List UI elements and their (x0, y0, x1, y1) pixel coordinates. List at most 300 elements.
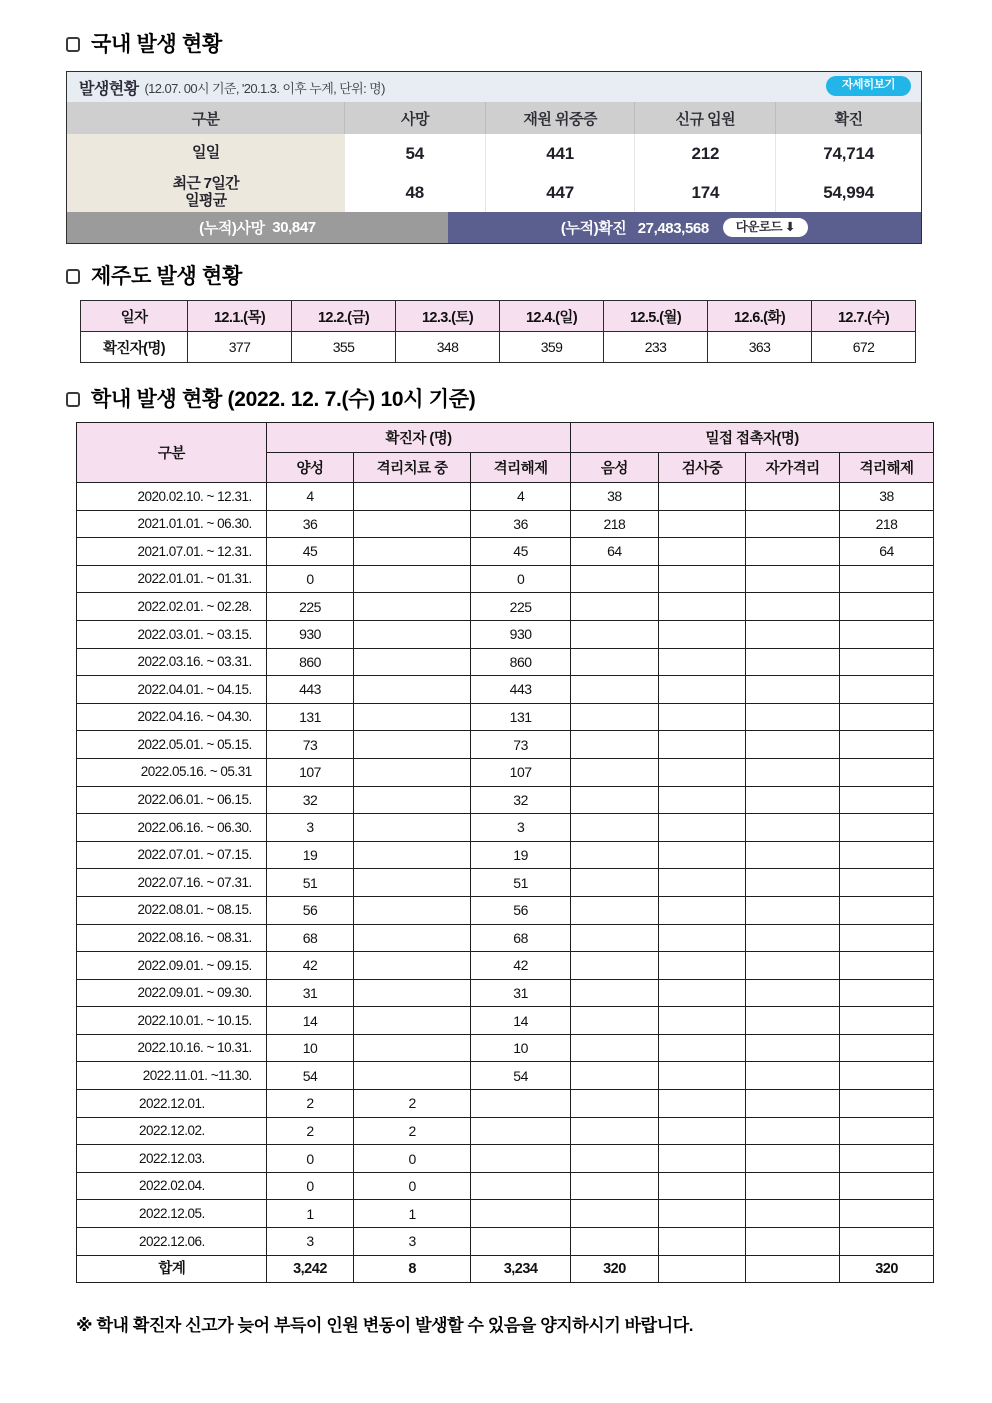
cell-testing (658, 758, 746, 786)
cell-released: 3 (471, 814, 571, 842)
section-heading-campus-label: 학내 발생 현황 (2022. 12. 7.(수) 10시 기준) (91, 388, 476, 411)
cell-testing (658, 1090, 746, 1118)
cell-released: 36 (471, 510, 571, 538)
cell-negative (571, 814, 659, 842)
column-header-period: 구분 (77, 423, 267, 483)
column-header-self-isolation: 자가격리 (746, 453, 840, 483)
cell-period: 2022.12.03. (77, 1145, 267, 1173)
cell-released (471, 1117, 571, 1145)
cell-self-isolation (746, 896, 840, 924)
cell-in-treatment (354, 758, 471, 786)
cell-negative (571, 1145, 659, 1173)
cell-contact-released (840, 952, 934, 980)
cell-positive: 107 (266, 758, 354, 786)
cell-contact-released: 38 (840, 483, 934, 511)
cell-contact-released (840, 896, 934, 924)
cell-released (471, 1228, 571, 1256)
table-row (77, 731, 934, 759)
section-heading-jeju (66, 266, 936, 287)
cell-positive: 131 (266, 703, 354, 731)
cell-positive: 68 (266, 924, 354, 952)
cell-positive: 51 (266, 869, 354, 897)
cumulative-cases-band (448, 212, 921, 243)
cell-self-isolation (746, 758, 840, 786)
cell-positive: 42 (266, 952, 354, 980)
cell-negative (571, 1090, 659, 1118)
cell-total-label: 합계 (77, 1255, 267, 1283)
column-header-dec-2: 12.2.(금) (292, 301, 396, 332)
cell-in-treatment (354, 620, 471, 648)
cell-period: 2022.05.16. ~ 05.31 (77, 758, 267, 786)
cell-negative (571, 703, 659, 731)
cell-period: 2022.12.06. (77, 1228, 267, 1256)
cell-self-isolation (746, 483, 840, 511)
cell-testing (658, 676, 746, 704)
cell-testing (658, 648, 746, 676)
cell-period: 2021.01.01. ~ 06.30. (77, 510, 267, 538)
cell-in-treatment (354, 979, 471, 1007)
table-row (77, 538, 934, 566)
cell-positive: 0 (266, 565, 354, 593)
cell-in-treatment: 3 (354, 1228, 471, 1256)
cell-testing (658, 703, 746, 731)
cell-period: 2022.06.16. ~ 06.30. (77, 814, 267, 842)
column-header-confirmed: 확진 (776, 102, 921, 134)
cell-contact-released (840, 1145, 934, 1173)
cumulative-deaths-value: 30,847 (272, 219, 316, 236)
cell-released: 56 (471, 896, 571, 924)
cell-negative (571, 1117, 659, 1145)
cell-contact-released (840, 1062, 934, 1090)
cell-contact-released (840, 1117, 934, 1145)
cell-in-treatment (354, 703, 471, 731)
cell-self-isolation (746, 593, 840, 621)
empty-checkbox-icon (66, 37, 80, 52)
table-row (77, 620, 934, 648)
cell-negative (571, 1200, 659, 1228)
cell-positive: 2 (266, 1117, 354, 1145)
cell-self-isolation (746, 1007, 840, 1035)
cell-contact-released (840, 648, 934, 676)
column-header-negative: 음성 (571, 453, 659, 483)
cell-testing (658, 1062, 746, 1090)
cell-testing (658, 593, 746, 621)
cell-negative (571, 676, 659, 704)
row-label-line1: 최근 7일간 (172, 174, 239, 192)
cell-testing (658, 510, 746, 538)
cell-in-treatment (354, 731, 471, 759)
cell-negative (571, 924, 659, 952)
cell-daily-confirmed: 74,714 (776, 134, 921, 173)
cell-self-isolation (746, 731, 840, 759)
cumulative-cases-value: 27,483,568 (637, 220, 709, 237)
column-header-dec-5: 12.5.(월) (604, 301, 708, 332)
cell-positive: 0 (266, 1172, 354, 1200)
cell-positive: 3 (266, 814, 354, 842)
cell-negative (571, 952, 659, 980)
cell-self-isolation (746, 1228, 840, 1256)
column-header-contact-released: 격리해제 (840, 453, 934, 483)
cell-testing (658, 1145, 746, 1173)
cell-in-treatment (354, 648, 471, 676)
cell-contact-released (840, 1007, 934, 1035)
cell-self-isolation (746, 924, 840, 952)
table-row (77, 869, 934, 897)
cell-in-treatment (354, 1034, 471, 1062)
cell-weekly-admissions: 174 (635, 173, 776, 212)
table-header-row (81, 301, 916, 332)
cell-testing (658, 786, 746, 814)
cell-contact-released (840, 1034, 934, 1062)
cell-positive: 14 (266, 1007, 354, 1035)
cell-jeju-dec-1: 377 (188, 332, 292, 363)
cell-released: 14 (471, 1007, 571, 1035)
cell-positive: 36 (266, 510, 354, 538)
cell-positive: 1 (266, 1200, 354, 1228)
row-label-daily: 일일 (67, 134, 345, 173)
column-header-dec-3: 12.3.(토) (396, 301, 500, 332)
cell-released (471, 1090, 571, 1118)
cell-in-treatment: 2 (354, 1117, 471, 1145)
cell-jeju-dec-6: 363 (708, 332, 812, 363)
cell-contact-released (840, 620, 934, 648)
cell-positive: 10 (266, 1034, 354, 1062)
table-row (67, 173, 921, 212)
cell-released: 10 (471, 1034, 571, 1062)
national-card-banner (67, 72, 921, 102)
cell-contact-released: 218 (840, 510, 934, 538)
cell-released: 31 (471, 979, 571, 1007)
cell-self-isolation (746, 1090, 840, 1118)
table-row (77, 676, 934, 704)
cell-testing (658, 979, 746, 1007)
cell-contact-released (840, 593, 934, 621)
cell-period: 2022.09.01. ~ 09.15. (77, 952, 267, 980)
cell-testing (658, 538, 746, 566)
cell-testing (658, 1007, 746, 1035)
cell-testing (658, 620, 746, 648)
cell-positive: 2 (266, 1090, 354, 1118)
cell-self-isolation (746, 676, 840, 704)
cell-negative (571, 620, 659, 648)
total-cell-self-isolation (746, 1255, 840, 1283)
row-label-weekly-average (67, 173, 345, 212)
cell-released: 0 (471, 565, 571, 593)
column-header-category: 구분 (67, 102, 345, 134)
cell-released: 32 (471, 786, 571, 814)
cell-positive: 73 (266, 731, 354, 759)
cell-negative (571, 786, 659, 814)
national-card-banner-subtitle: (12.07. 00시 기준, '20.1.3. 이후 누계, 단위: 명) (144, 80, 385, 96)
cell-positive: 31 (266, 979, 354, 1007)
cell-contact-released (840, 703, 934, 731)
cell-self-isolation (746, 1172, 840, 1200)
cell-period: 2022.03.16. ~ 03.31. (77, 648, 267, 676)
detail-view-button[interactable]: 자세히보기 (826, 76, 911, 96)
cell-positive: 0 (266, 1145, 354, 1173)
cell-in-treatment (354, 841, 471, 869)
cell-positive: 225 (266, 593, 354, 621)
cumulative-cases-label: (누적)확진 (560, 220, 627, 237)
download-button[interactable]: 다운로드 ⬇ (723, 218, 808, 237)
cell-negative (571, 869, 659, 897)
total-cell-contact-released: 320 (840, 1255, 934, 1283)
column-header-deaths: 사망 (345, 102, 486, 134)
cell-contact-released (840, 786, 934, 814)
cell-self-isolation (746, 620, 840, 648)
cell-jeju-dec-5: 233 (604, 332, 708, 363)
row-label-confirmed-count: 확진자(명) (81, 332, 188, 363)
section-heading-national-label: 국내 발생 현황 (91, 33, 222, 56)
table-row (77, 924, 934, 952)
total-cell-testing (658, 1255, 746, 1283)
cell-period: 2022.01.01. ~ 01.31. (77, 565, 267, 593)
cell-in-treatment: 0 (354, 1172, 471, 1200)
empty-checkbox-icon (66, 392, 80, 407)
cell-released: 54 (471, 1062, 571, 1090)
table-row (77, 1007, 934, 1035)
cell-contact-released (840, 1228, 934, 1256)
cell-contact-released (840, 814, 934, 842)
cell-in-treatment (354, 483, 471, 511)
cell-in-treatment (354, 896, 471, 924)
cell-in-treatment: 0 (354, 1145, 471, 1173)
total-cell-in-treatment: 8 (354, 1255, 471, 1283)
cell-self-isolation (746, 979, 840, 1007)
cell-released (471, 1145, 571, 1173)
column-group-header-confirmed: 확진자 (명) (266, 423, 570, 453)
cell-testing (658, 565, 746, 593)
table-row (77, 1228, 934, 1256)
cell-testing (658, 483, 746, 511)
cell-in-treatment (354, 565, 471, 593)
cell-negative (571, 1034, 659, 1062)
cell-weekly-deaths: 48 (345, 173, 486, 212)
cell-contact-released (840, 731, 934, 759)
cell-negative (571, 1062, 659, 1090)
cell-positive: 32 (266, 786, 354, 814)
jeju-status-table (80, 300, 916, 363)
cell-period: 2022.08.01. ~ 08.15. (77, 896, 267, 924)
cell-positive: 45 (266, 538, 354, 566)
cell-released (471, 1172, 571, 1200)
table-row (67, 134, 921, 173)
cell-self-isolation (746, 786, 840, 814)
cell-period: 2022.04.01. ~ 04.15. (77, 676, 267, 704)
cell-period: 2022.05.01. ~ 05.15. (77, 731, 267, 759)
cell-testing (658, 1228, 746, 1256)
table-row (77, 1200, 934, 1228)
table-header-group-row (77, 423, 934, 453)
national-status-card (66, 71, 922, 244)
cell-in-treatment (354, 510, 471, 538)
cell-released: 19 (471, 841, 571, 869)
cell-in-treatment (354, 869, 471, 897)
cell-contact-released (840, 841, 934, 869)
cell-released: 45 (471, 538, 571, 566)
cell-negative (571, 979, 659, 1007)
cell-released: 860 (471, 648, 571, 676)
cell-released: 73 (471, 731, 571, 759)
cell-self-isolation (746, 648, 840, 676)
cell-positive: 54 (266, 1062, 354, 1090)
cell-self-isolation (746, 1145, 840, 1173)
table-row (77, 979, 934, 1007)
cell-in-treatment (354, 1007, 471, 1035)
cell-period: 2022.10.16. ~ 10.31. (77, 1034, 267, 1062)
cumulative-cases-group (561, 217, 709, 238)
cell-self-isolation (746, 1117, 840, 1145)
cell-negative (571, 841, 659, 869)
cell-testing (658, 1117, 746, 1145)
cell-in-treatment: 1 (354, 1200, 471, 1228)
cell-positive: 930 (266, 620, 354, 648)
table-row (77, 1062, 934, 1090)
table-row (77, 841, 934, 869)
cell-released: 225 (471, 593, 571, 621)
cell-self-isolation (746, 1034, 840, 1062)
cell-contact-released (840, 1200, 934, 1228)
cell-testing (658, 814, 746, 842)
cell-self-isolation (746, 510, 840, 538)
cell-testing (658, 1034, 746, 1062)
cell-contact-released (840, 924, 934, 952)
cell-in-treatment (354, 1062, 471, 1090)
table-row (77, 1145, 934, 1173)
cell-testing (658, 731, 746, 759)
column-header-date: 일자 (81, 301, 188, 332)
cell-negative (571, 648, 659, 676)
cell-contact-released (840, 869, 934, 897)
row-label-line2: 일평균 (185, 191, 227, 209)
cell-testing (658, 896, 746, 924)
cell-period: 2020.02.10. ~ 12.31. (77, 483, 267, 511)
cell-contact-released (840, 758, 934, 786)
cell-in-treatment (354, 952, 471, 980)
national-status-table (67, 102, 921, 212)
total-cell-released: 3,234 (471, 1255, 571, 1283)
cell-negative (571, 1172, 659, 1200)
cell-period: 2022.08.16. ~ 08.31. (77, 924, 267, 952)
cell-contact-released (840, 565, 934, 593)
cell-negative: 218 (571, 510, 659, 538)
cell-positive: 443 (266, 676, 354, 704)
cell-released (471, 1200, 571, 1228)
section-heading-jeju-label: 제주도 발생 현황 (91, 265, 242, 288)
cell-self-isolation (746, 1062, 840, 1090)
cell-period: 2022.12.02. (77, 1117, 267, 1145)
section-heading-national (66, 34, 936, 55)
cell-positive: 3 (266, 1228, 354, 1256)
cell-positive: 56 (266, 896, 354, 924)
cell-testing (658, 1172, 746, 1200)
cell-testing (658, 869, 746, 897)
cell-self-isolation (746, 952, 840, 980)
column-header-positive: 양성 (266, 453, 354, 483)
national-card-footer (67, 212, 921, 243)
column-header-released: 격리해제 (471, 453, 571, 483)
cell-negative: 64 (571, 538, 659, 566)
column-header-dec-7: 12.7.(수) (812, 301, 916, 332)
section-heading-campus (66, 389, 936, 410)
table-total-row (77, 1255, 934, 1283)
cell-negative (571, 565, 659, 593)
table-row (77, 1034, 934, 1062)
cell-testing (658, 924, 746, 952)
total-cell-positive: 3,242 (266, 1255, 354, 1283)
cell-period: 2022.02.01. ~ 02.28. (77, 593, 267, 621)
column-header-dec-4: 12.4.(일) (500, 301, 604, 332)
cell-in-treatment (354, 676, 471, 704)
cell-self-isolation (746, 565, 840, 593)
table-row (77, 814, 934, 842)
cell-negative: 38 (571, 483, 659, 511)
cell-period: 2022.06.01. ~ 06.15. (77, 786, 267, 814)
cell-weekly-confirmed: 54,994 (776, 173, 921, 212)
cell-daily-deaths: 54 (345, 134, 486, 173)
cell-positive: 19 (266, 841, 354, 869)
column-group-header-contacts: 밀접 접촉자(명) (571, 423, 934, 453)
table-row (77, 1117, 934, 1145)
cell-period: 2022.09.01. ~ 09.30. (77, 979, 267, 1007)
total-cell-negative: 320 (571, 1255, 659, 1283)
cell-period: 2022.03.01. ~ 03.15. (77, 620, 267, 648)
table-row (77, 1090, 934, 1118)
cell-released: 930 (471, 620, 571, 648)
cell-period: 2021.07.01. ~ 12.31. (77, 538, 267, 566)
cell-negative (571, 1228, 659, 1256)
table-row (77, 483, 934, 511)
column-header-testing: 검사중 (658, 453, 746, 483)
table-row (81, 332, 916, 363)
cell-period: 2022.11.01. ~11.30. (77, 1062, 267, 1090)
cell-released: 51 (471, 869, 571, 897)
cell-released: 131 (471, 703, 571, 731)
cell-in-treatment (354, 593, 471, 621)
cell-positive: 860 (266, 648, 354, 676)
cell-contact-released (840, 1090, 934, 1118)
cell-in-treatment (354, 924, 471, 952)
table-row (77, 565, 934, 593)
national-card-banner-title: 발생현황 (79, 80, 139, 98)
cell-in-treatment (354, 538, 471, 566)
table-row (77, 758, 934, 786)
cell-daily-admissions: 212 (635, 134, 776, 173)
cell-weekly-critical: 447 (485, 173, 634, 212)
table-row (77, 952, 934, 980)
cell-in-treatment: 2 (354, 1090, 471, 1118)
table-row (77, 896, 934, 924)
cell-jeju-dec-2: 355 (292, 332, 396, 363)
cell-released: 4 (471, 483, 571, 511)
cumulative-deaths-band (67, 212, 448, 243)
column-header-dec-1: 12.1.(목) (188, 301, 292, 332)
table-row (77, 510, 934, 538)
cell-negative (571, 758, 659, 786)
cell-period: 2022.07.16. ~ 07.31. (77, 869, 267, 897)
cell-jeju-dec-3: 348 (396, 332, 500, 363)
cell-contact-released: 64 (840, 538, 934, 566)
cell-jeju-dec-7: 672 (812, 332, 916, 363)
cell-period: 2022.12.01. (77, 1090, 267, 1118)
column-header-critical: 재원 위중증 (485, 102, 634, 134)
cell-period: 2022.04.16. ~ 04.30. (77, 703, 267, 731)
cell-positive: 4 (266, 483, 354, 511)
cell-contact-released (840, 1172, 934, 1200)
table-row (77, 1172, 934, 1200)
cell-period: 2022.10.01. ~ 10.15. (77, 1007, 267, 1035)
cell-released: 107 (471, 758, 571, 786)
